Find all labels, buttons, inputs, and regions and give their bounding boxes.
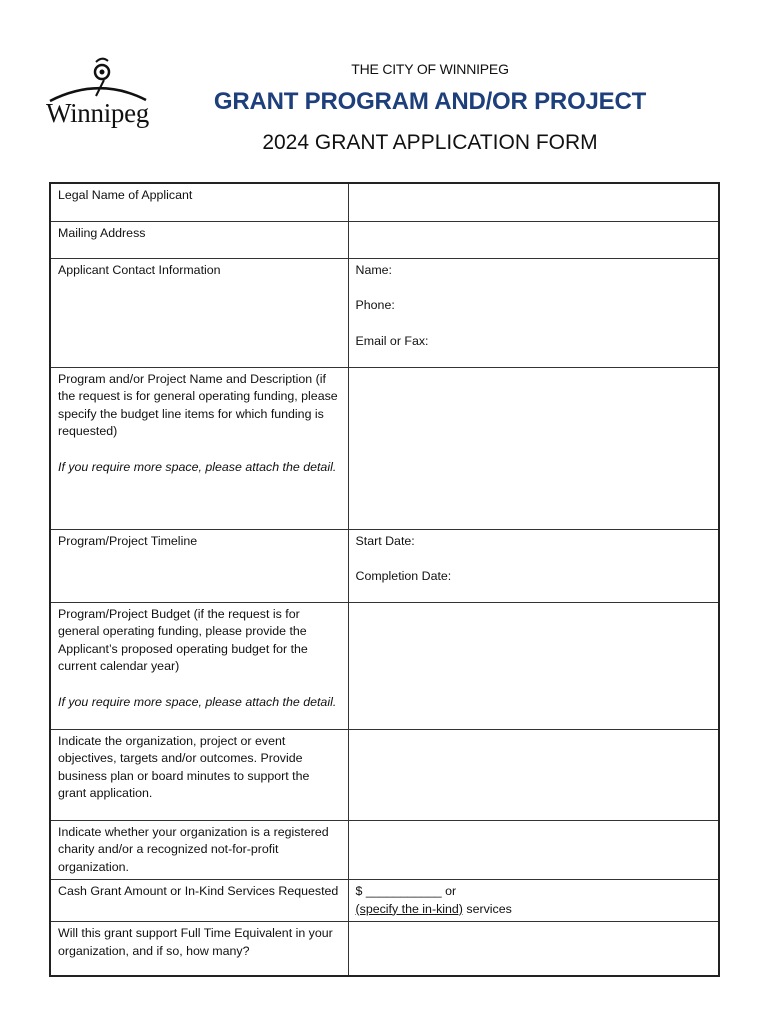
row-charity — [50, 820, 719, 880]
row-contact — [50, 258, 719, 367]
row-program — [50, 367, 719, 529]
budget-label: Program/Project Budget (if the request is for general operating funding, please provide the Applicant’s proposed operating budget for the current calendar year) — [58, 606, 308, 673]
contact-name-label: Name: — [355, 262, 392, 277]
page-subtitle: 2024 GRANT APPLICATION FORM — [262, 131, 598, 154]
in-kind-specify: (specify the in-kind) — [355, 901, 463, 916]
objectives-label: Indicate the organization, project or event objectives, targets and/or outcomes. Provide business plan or board minutes to support the grant application. — [50, 729, 348, 820]
legal-name-field[interactable] — [348, 183, 719, 221]
row-cash-grant — [50, 880, 719, 922]
row-mailing-address — [50, 221, 719, 258]
program-label: Program and/or Project Name and Description (if the request is for general operating funding, please specify the budget line items for which funding is requested) — [58, 371, 338, 438]
charity-field[interactable] — [348, 820, 719, 880]
row-timeline — [50, 529, 719, 602]
logo-wordmark: Winnipeg — [46, 98, 149, 128]
objectives-field[interactable] — [348, 729, 719, 820]
contact-phone-label: Phone: — [355, 298, 395, 312]
cash-grant-label: Cash Grant Amount or In-Kind Services Requested — [50, 880, 348, 922]
program-field[interactable] — [348, 367, 719, 529]
charity-label: Indicate whether your organization is a registered charity and/or a recognized not-for-profit organization. — [50, 820, 348, 880]
fte-field[interactable] — [348, 922, 719, 976]
contact-field[interactable] — [348, 258, 719, 367]
completion-date-label: Completion Date: — [355, 569, 452, 583]
cash-amount-line: $ ___________ or — [355, 884, 457, 898]
application-form-table — [49, 182, 720, 977]
row-objectives — [50, 729, 719, 820]
contact-label: Applicant Contact Information — [50, 258, 348, 367]
timeline-field[interactable] — [348, 529, 719, 602]
row-legal-name — [50, 183, 719, 221]
program-note: If you require more space, please attach the detail. — [58, 459, 337, 474]
row-fte — [50, 922, 719, 976]
program-label-cell — [50, 367, 348, 529]
budget-note: If you require more space, please attach the detail. — [58, 694, 337, 709]
budget-label-cell — [50, 602, 348, 729]
page-title: GRANT PROGRAM AND/OR PROJECT — [213, 88, 647, 115]
mailing-address-field[interactable] — [348, 221, 719, 258]
contact-email-label: Email or Fax: — [355, 333, 429, 348]
start-date-label: Start Date: — [355, 533, 415, 548]
budget-field[interactable] — [348, 602, 719, 729]
timeline-label: Program/Project Timeline — [50, 529, 348, 602]
fte-label: Will this grant support Full Time Equivalent in your organization, and if so, how many? — [50, 922, 348, 976]
legal-name-label: Legal Name of Applicant — [50, 183, 348, 221]
in-kind-services: services — [462, 901, 512, 916]
city-name: THE CITY OF WINNIPEG — [351, 61, 509, 77]
row-budget — [50, 602, 719, 729]
cash-grant-field[interactable] — [348, 880, 719, 922]
mailing-address-label: Mailing Address — [50, 221, 348, 258]
